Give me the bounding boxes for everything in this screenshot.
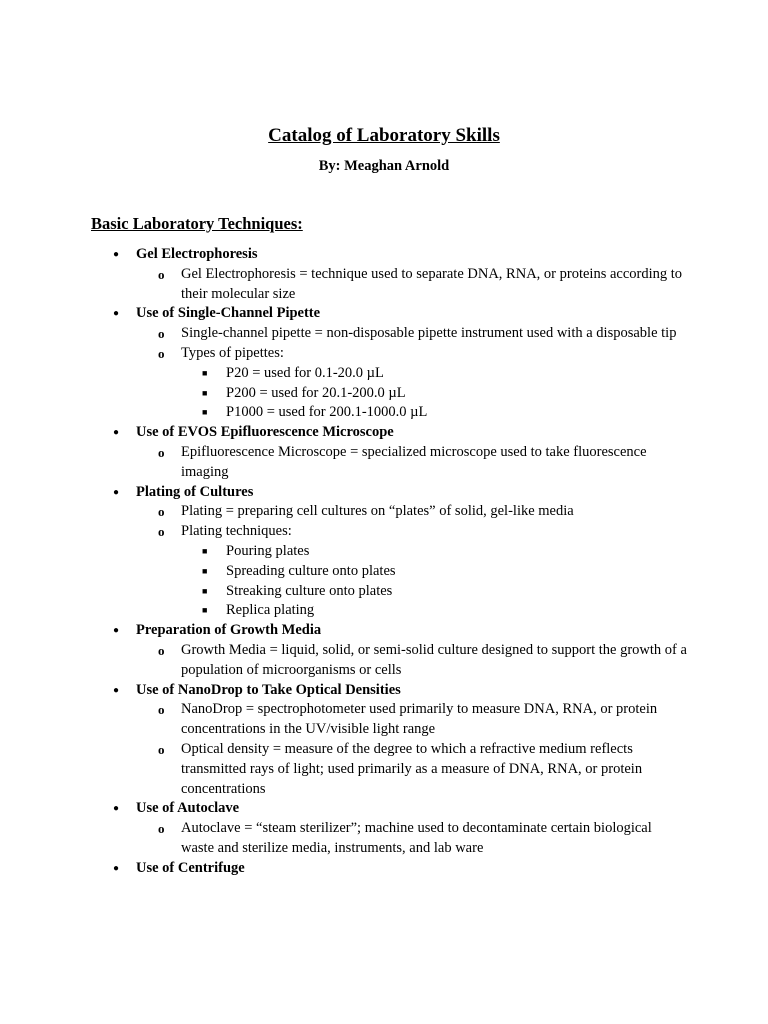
list-item-level-1 [0,799,768,819]
list-item-text: Use of Autoclave [136,800,240,817]
list-item-text: Gel Electrophoresis = technique used to separate DNA, RNA, or proteins according to their molecular size [181,265,683,302]
list-item-level-3 [0,403,768,423]
list-item-level-3 [0,364,768,384]
list-item-text: P20 = used for 0.1-20.0 µL [226,364,384,381]
list-item-level-2 [0,443,768,483]
list-item-level-2 [0,522,768,542]
list-item-level-2 [0,324,768,344]
bullet-icon: o [158,444,165,460]
list-item-level-1 [0,681,768,701]
bullet-icon: ■ [202,585,208,596]
list-item-level-1 [0,245,768,265]
bullet-icon: o [158,821,165,837]
list-item-text: Use of Single-Channel Pipette [136,305,321,322]
bullet-icon: ● [113,625,120,637]
list-item-level-1 [0,483,768,503]
list-item-text: Pouring plates [226,542,310,559]
skills-list [0,245,768,879]
list-item-level-2 [0,344,768,364]
list-item-level-3 [0,542,768,562]
list-item-level-3 [0,384,768,404]
list-item-level-2 [0,502,768,522]
bullet-icon: o [158,642,165,658]
list-item-text: Epifluorescence Microscope = specialized microscope used to take fluorescence imaging [181,443,647,480]
bullet-icon: ● [113,803,120,815]
list-item-level-2 [0,819,768,859]
bullet-icon: o [158,741,165,757]
list-item-text: Streaking culture onto plates [226,582,393,599]
list-item-level-2 [0,641,768,681]
list-item-text: Use of NanoDrop to Take Optical Densities [136,681,401,698]
list-item-level-3 [0,582,768,602]
list-item-level-1 [0,621,768,641]
bullet-icon: ● [113,486,120,498]
list-item-text: P1000 = used for 200.1-1000.0 µL [226,404,428,421]
list-item-text: Plating techniques: [181,523,292,540]
document-author: By: Meaghan Arnold [318,158,450,174]
list-item-level-1 [0,859,768,879]
list-item-text: Single-channel pipette = non-disposable pipette instrument used with a disposable tip [181,325,677,342]
list-item-text: Plating = preparing cell cultures on “plates” of solid, gel-like media [181,503,574,520]
list-item-text: Plating of Cultures [136,483,254,500]
bullet-icon: ● [113,427,120,439]
list-item-level-3 [0,601,768,621]
bullet-icon: ■ [202,565,208,576]
list-item-text: P200 = used for 20.1-200.0 µL [226,384,406,401]
bullet-icon: ● [113,308,120,320]
list-item-text: Types of pipettes: [181,344,284,361]
list-item-text: Autoclave = “steam sterilizer”; machine used to decontaminate certain biological waste and sterilize media, instruments, and lab ware [181,820,652,856]
bullet-icon: ■ [202,367,208,378]
bullet-icon: o [158,524,165,540]
bullet-icon: o [158,504,165,520]
bullet-icon: ● [113,249,120,260]
list-item-text: Optical density = measure of the degree to which a refractive medium reflects transmitted rays of light; used primarily as a measure of DNA, RNA, or protein concentrations [181,740,643,797]
list-item-level-2 [0,265,768,305]
list-item-level-1 [0,304,768,324]
list-item-text: Use of Centrifuge [136,859,245,876]
bullet-icon: o [158,702,165,718]
section-heading: Basic Laboratory Techniques: [91,214,303,233]
list-item-text: Replica plating [226,602,315,619]
bullet-icon: ■ [202,407,208,418]
bullet-icon: o [158,345,165,361]
bullet-icon: ● [113,862,120,874]
bullet-icon: ■ [202,605,208,616]
bullet-icon: o [158,326,165,342]
list-item-level-2 [0,700,768,740]
bullet-icon: ● [113,684,120,696]
list-item-text: NanoDrop = spectrophotometer used primarily to measure DNA, RNA, or protein concentrations in the UV/visible light range [181,701,658,738]
bullet-icon: ■ [202,545,208,556]
list-item-text: Growth Media = liquid, solid, or semi-solid culture designed to support the growth of a population of microorganisms or cells [181,641,687,678]
list-item-text: Use of EVOS Epifluorescence Microscope [136,424,394,441]
list-item-text: Gel Electrophoresis [136,246,258,262]
list-item-level-3 [0,562,768,582]
document-title: Catalog of Laboratory Skills [268,125,500,146]
bullet-icon: o [158,266,165,282]
bullet-icon: ■ [202,387,208,398]
list-item-text: Spreading culture onto plates [226,562,396,579]
list-item-level-1 [0,423,768,443]
list-item-level-2 [0,740,768,799]
list-item-text: Preparation of Growth Media [136,622,322,639]
